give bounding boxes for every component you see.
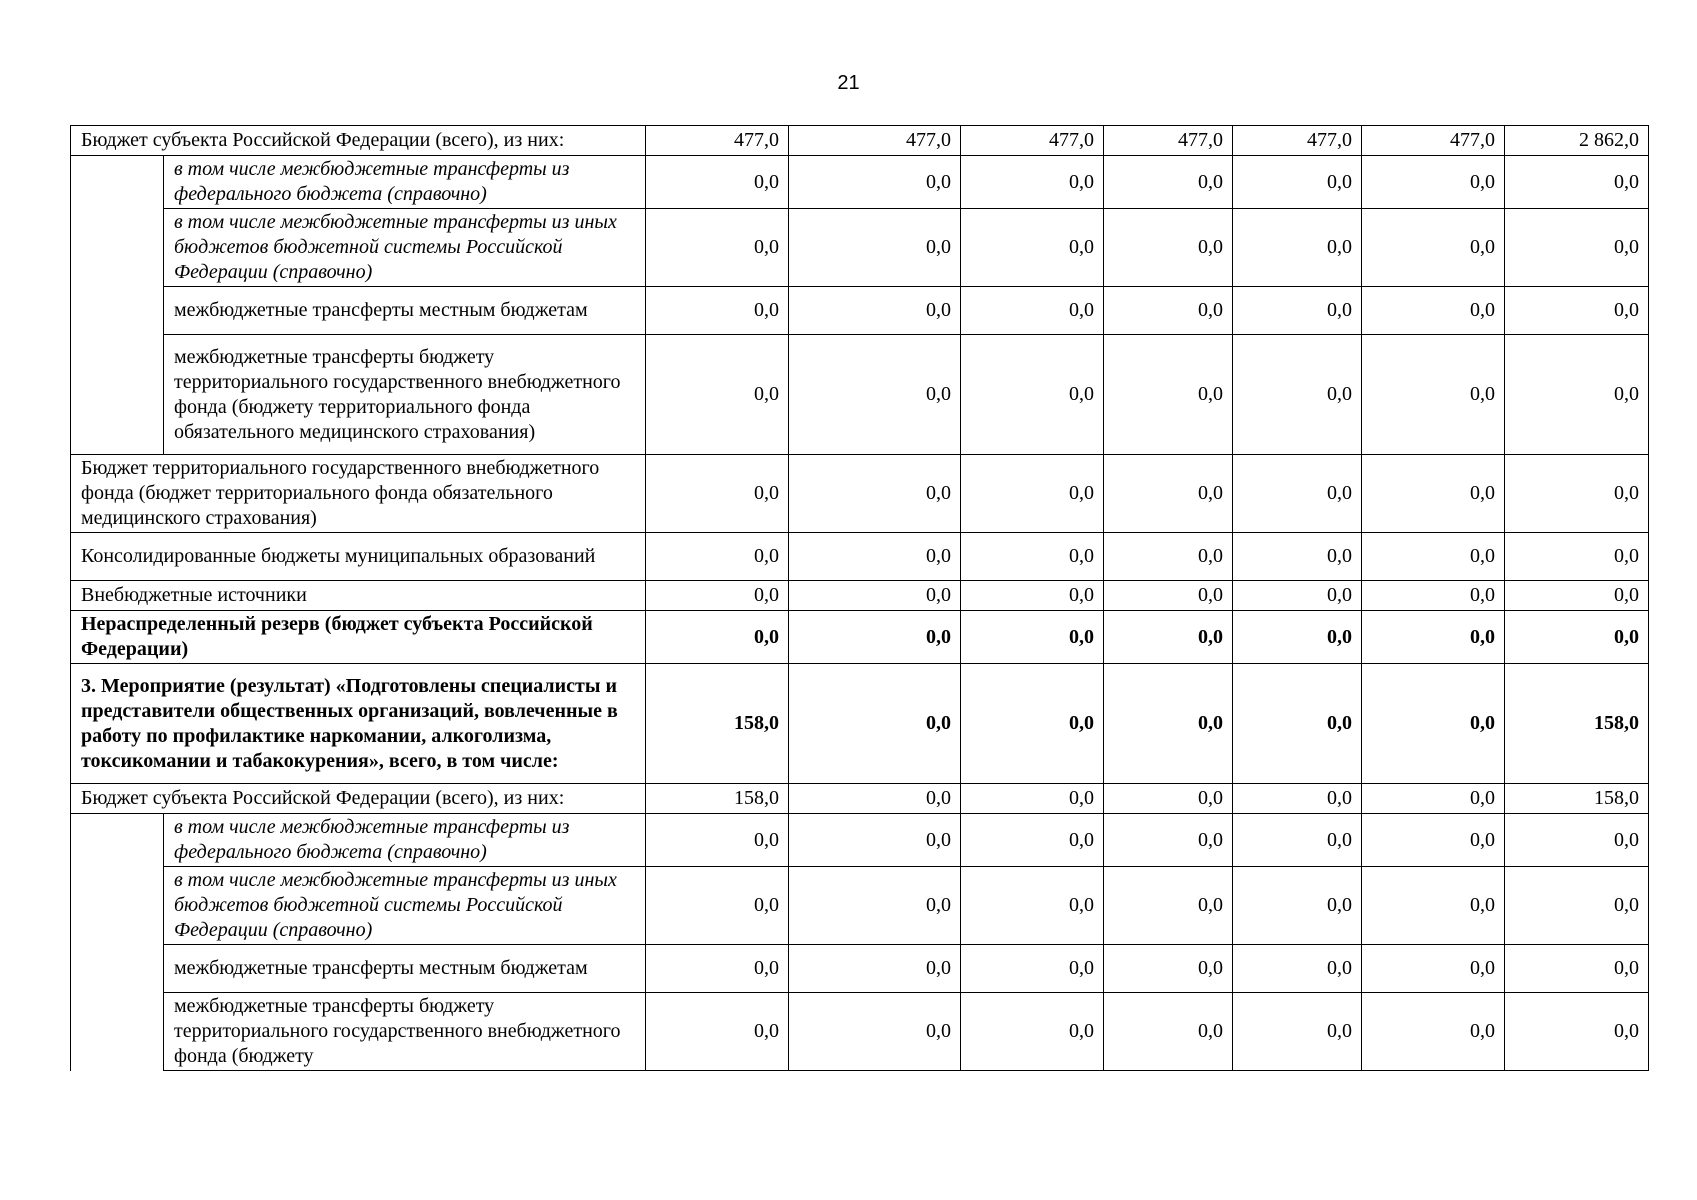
value-cell: 0,0: [1233, 993, 1362, 1071]
value-cell: 0,0: [1505, 814, 1649, 867]
value-cell: 0,0: [1505, 533, 1649, 581]
value-cell: 0,0: [1104, 156, 1233, 209]
sub-row-label: межбюджетные трансферты местным бюджетам: [164, 287, 646, 335]
value-cell: 0,0: [961, 784, 1104, 814]
value-cell: 0,0: [789, 533, 961, 581]
row-label: Бюджет субъекта Российской Федерации (всего), из них:: [71, 126, 646, 156]
table-row: [71, 867, 1649, 945]
sub-row-label: в том числе межбюджетные трансферты из федерального бюджета (справочно): [164, 814, 646, 867]
value-cell: 0,0: [961, 664, 1104, 784]
value-cell: 0,0: [1104, 814, 1233, 867]
value-cell: 477,0: [789, 126, 961, 156]
value-cell: 0,0: [646, 335, 789, 455]
sub-row-label: межбюджетные трансферты бюджету территориального государственного внебюджетного фонда (бюджету территориального фонда обязательного медицинского страхования): [164, 335, 646, 455]
value-cell: 0,0: [646, 533, 789, 581]
value-cell: 0,0: [646, 611, 789, 664]
value-cell: 0,0: [1104, 533, 1233, 581]
row-label: Внебюджетные источники: [71, 581, 646, 611]
value-cell: 0,0: [1362, 335, 1505, 455]
table-row: [71, 814, 1649, 867]
budget-table: [70, 125, 1649, 1071]
value-cell: 477,0: [1233, 126, 1362, 156]
value-cell: 0,0: [1505, 335, 1649, 455]
value-cell: 0,0: [646, 455, 789, 533]
value-cell: 477,0: [1104, 126, 1233, 156]
value-cell: 0,0: [1362, 581, 1505, 611]
value-cell: 0,0: [789, 664, 961, 784]
value-cell: 0,0: [1233, 533, 1362, 581]
value-cell: 0,0: [1233, 335, 1362, 455]
value-cell: 0,0: [1362, 287, 1505, 335]
value-cell: 0,0: [1104, 287, 1233, 335]
value-cell: 0,0: [1104, 664, 1233, 784]
value-cell: 0,0: [1362, 611, 1505, 664]
value-cell: 0,0: [961, 993, 1104, 1071]
value-cell: 0,0: [1233, 867, 1362, 945]
value-cell: 0,0: [646, 156, 789, 209]
table-row: [71, 455, 1649, 533]
value-cell: 0,0: [789, 455, 961, 533]
row-label: Бюджет территориального государственного внебюджетного фонда (бюджет территориального фонда обязательного медицинского страхования): [71, 455, 646, 533]
value-cell: 0,0: [1104, 611, 1233, 664]
value-cell: 0,0: [1505, 156, 1649, 209]
value-cell: 158,0: [1505, 664, 1649, 784]
table-row: [71, 993, 1649, 1071]
value-cell: 0,0: [961, 945, 1104, 993]
value-cell: 0,0: [646, 209, 789, 287]
sub-row-label: в том числе межбюджетные трансферты из иных бюджетов бюджетной системы Российской Федерации (справочно): [164, 867, 646, 945]
value-cell: 0,0: [1362, 814, 1505, 867]
value-cell: 0,0: [1362, 664, 1505, 784]
value-cell: 0,0: [1104, 209, 1233, 287]
value-cell: 0,0: [1233, 455, 1362, 533]
table-row: [71, 156, 1649, 209]
table-row: [71, 581, 1649, 611]
value-cell: 0,0: [789, 945, 961, 993]
value-cell: 158,0: [646, 664, 789, 784]
value-cell: 0,0: [1233, 784, 1362, 814]
table-row: [71, 533, 1649, 581]
value-cell: 0,0: [1362, 156, 1505, 209]
value-cell: 0,0: [789, 993, 961, 1071]
value-cell: 0,0: [789, 867, 961, 945]
table-row: [71, 784, 1649, 814]
table-row: [71, 611, 1649, 664]
budget-table-body: [71, 126, 1649, 1071]
value-cell: 0,0: [646, 581, 789, 611]
value-cell: 2 862,0: [1505, 126, 1649, 156]
table-row: [71, 945, 1649, 993]
value-cell: 0,0: [1505, 611, 1649, 664]
value-cell: 0,0: [1233, 611, 1362, 664]
indent-cell: [71, 814, 164, 1071]
value-cell: 0,0: [961, 611, 1104, 664]
value-cell: 0,0: [1104, 993, 1233, 1071]
value-cell: 0,0: [646, 993, 789, 1071]
row-label: Консолидированные бюджеты муниципальных образований: [71, 533, 646, 581]
value-cell: 0,0: [1505, 455, 1649, 533]
value-cell: 0,0: [1233, 664, 1362, 784]
value-cell: 0,0: [789, 581, 961, 611]
page-number: 21: [837, 72, 860, 94]
value-cell: 0,0: [646, 287, 789, 335]
value-cell: 0,0: [961, 335, 1104, 455]
value-cell: 0,0: [789, 611, 961, 664]
value-cell: 0,0: [1104, 784, 1233, 814]
value-cell: 0,0: [646, 945, 789, 993]
value-cell: 0,0: [1104, 867, 1233, 945]
value-cell: 477,0: [1362, 126, 1505, 156]
value-cell: 0,0: [1104, 455, 1233, 533]
value-cell: 0,0: [961, 156, 1104, 209]
table-row: [71, 126, 1649, 156]
value-cell: 0,0: [961, 287, 1104, 335]
value-cell: 477,0: [646, 126, 789, 156]
row-label: Бюджет субъекта Российской Федерации (всего), из них:: [71, 784, 646, 814]
value-cell: 0,0: [789, 156, 961, 209]
value-cell: 0,0: [1505, 867, 1649, 945]
value-cell: 0,0: [1362, 867, 1505, 945]
table-row: [71, 664, 1649, 784]
value-cell: 0,0: [1362, 455, 1505, 533]
value-cell: 0,0: [1233, 945, 1362, 993]
value-cell: 0,0: [961, 455, 1104, 533]
value-cell: 0,0: [789, 335, 961, 455]
value-cell: 0,0: [1505, 945, 1649, 993]
value-cell: 0,0: [1233, 156, 1362, 209]
value-cell: 158,0: [646, 784, 789, 814]
row-label: 3. Мероприятие (результат) «Подготовлены специалисты и представители общественных организаций, вовлеченные в работу по профилактике наркомании, алкоголизма, токсикомании и табакокурения», всего, в том числе:: [71, 664, 646, 784]
sub-row-label: в том числе межбюджетные трансферты из иных бюджетов бюджетной системы Российской Федерации (справочно): [164, 209, 646, 287]
table-row: [71, 209, 1649, 287]
value-cell: 0,0: [646, 867, 789, 945]
value-cell: 0,0: [789, 814, 961, 867]
value-cell: 0,0: [961, 867, 1104, 945]
value-cell: 0,0: [1362, 209, 1505, 287]
value-cell: 0,0: [961, 209, 1104, 287]
value-cell: 0,0: [1362, 945, 1505, 993]
value-cell: 0,0: [1362, 993, 1505, 1071]
value-cell: 0,0: [1233, 287, 1362, 335]
value-cell: 0,0: [789, 784, 961, 814]
row-label: Нераспределенный резерв (бюджет субъекта Российской Федерации): [71, 611, 646, 664]
indent-cell: [71, 156, 164, 455]
sub-row-label: в том числе межбюджетные трансферты из федерального бюджета (справочно): [164, 156, 646, 209]
table-row: [71, 335, 1649, 455]
value-cell: 158,0: [1505, 784, 1649, 814]
value-cell: 0,0: [1505, 993, 1649, 1071]
value-cell: 0,0: [1362, 533, 1505, 581]
sub-row-label: межбюджетные трансферты местным бюджетам: [164, 945, 646, 993]
value-cell: 0,0: [1104, 945, 1233, 993]
value-cell: 0,0: [961, 814, 1104, 867]
table-row: [71, 287, 1649, 335]
value-cell: 0,0: [1505, 287, 1649, 335]
value-cell: 0,0: [1233, 814, 1362, 867]
value-cell: 0,0: [1362, 784, 1505, 814]
value-cell: 0,0: [1505, 209, 1649, 287]
value-cell: 0,0: [646, 814, 789, 867]
value-cell: 0,0: [1505, 581, 1649, 611]
value-cell: 477,0: [961, 126, 1104, 156]
value-cell: 0,0: [1104, 335, 1233, 455]
value-cell: 0,0: [1233, 581, 1362, 611]
value-cell: 0,0: [961, 581, 1104, 611]
value-cell: 0,0: [789, 287, 961, 335]
value-cell: 0,0: [961, 533, 1104, 581]
sub-row-label: межбюджетные трансферты бюджету территориального государственного внебюджетного фонда (бюджету: [164, 993, 646, 1071]
value-cell: 0,0: [789, 209, 961, 287]
value-cell: 0,0: [1104, 581, 1233, 611]
value-cell: 0,0: [1233, 209, 1362, 287]
